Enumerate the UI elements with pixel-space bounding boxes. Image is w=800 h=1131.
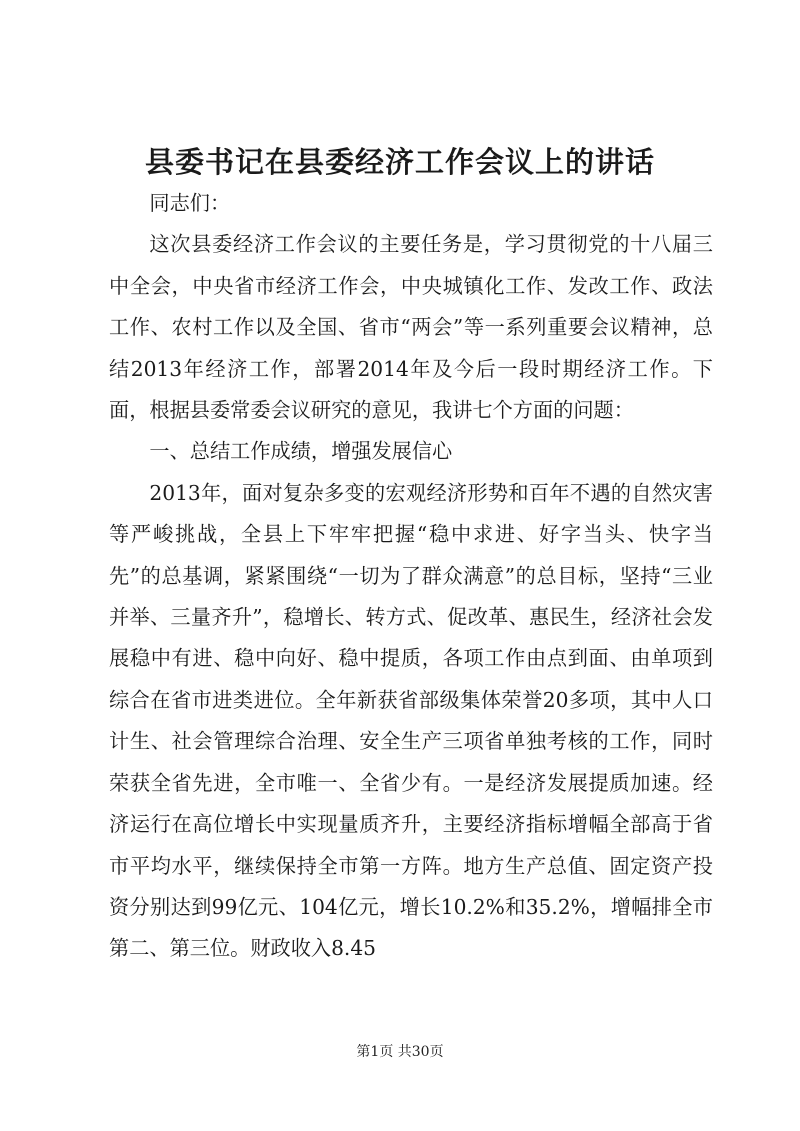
section-heading: 一、总结工作成绩，增强发展信心	[149, 439, 453, 464]
page-number-footer: 第1页 共30页	[356, 1044, 444, 1060]
section-paragraph: 2013年，面对复杂多变的宏观经济形势和百年不遇的自然灾害等严峻挑战，全县上下牢牢把握“稳中求进、好字当头、快字当先”的总基调，紧紧围绕“一切为了群众满意”的总目标，坚持“三业并举、三量齐升”，稳增长、转方式、促改革、惠民生，经济社会发展稳中有进、稳中向好、稳中提质，各项工作由点到面、由单项到综合在省市进类进位。全年新获省部级集体荣誉20多项，其中人口计生、社会管理综合治理、安全生产三项省单独考核的工作，同时荣获全省先进，全市唯一、全省少有。一是经济发展提质加速。经济运行在高位增长中实现量质齐升，主要经济指标增幅全部高于省市平均水平，继续保持全市第一方阵。地方生产总值、固定资产投资分别达到99亿元、104亿元，增长10.2%和35.2%，增幅排全市第二、第三位。财政收入8.45	[109, 480, 713, 961]
document-title: 县委书记在县委经济工作会议上的讲话	[144, 145, 655, 179]
document-body	[109, 183, 713, 970]
intro-paragraph: 这次县委经济工作会议的主要任务是，学习贯彻党的十八届三中全会，中央省市经济工作会，中央城镇化工作、发改工作、政法工作、农村工作以及全国、省市“两会”等一系列重要会议精神，总结2013年经济工作，部署2014年及今后一段时期经济工作。下面，根据县委常委会议研究的意见，我讲七个方面的问题：	[109, 232, 713, 423]
greeting: 同志们：	[149, 191, 231, 215]
